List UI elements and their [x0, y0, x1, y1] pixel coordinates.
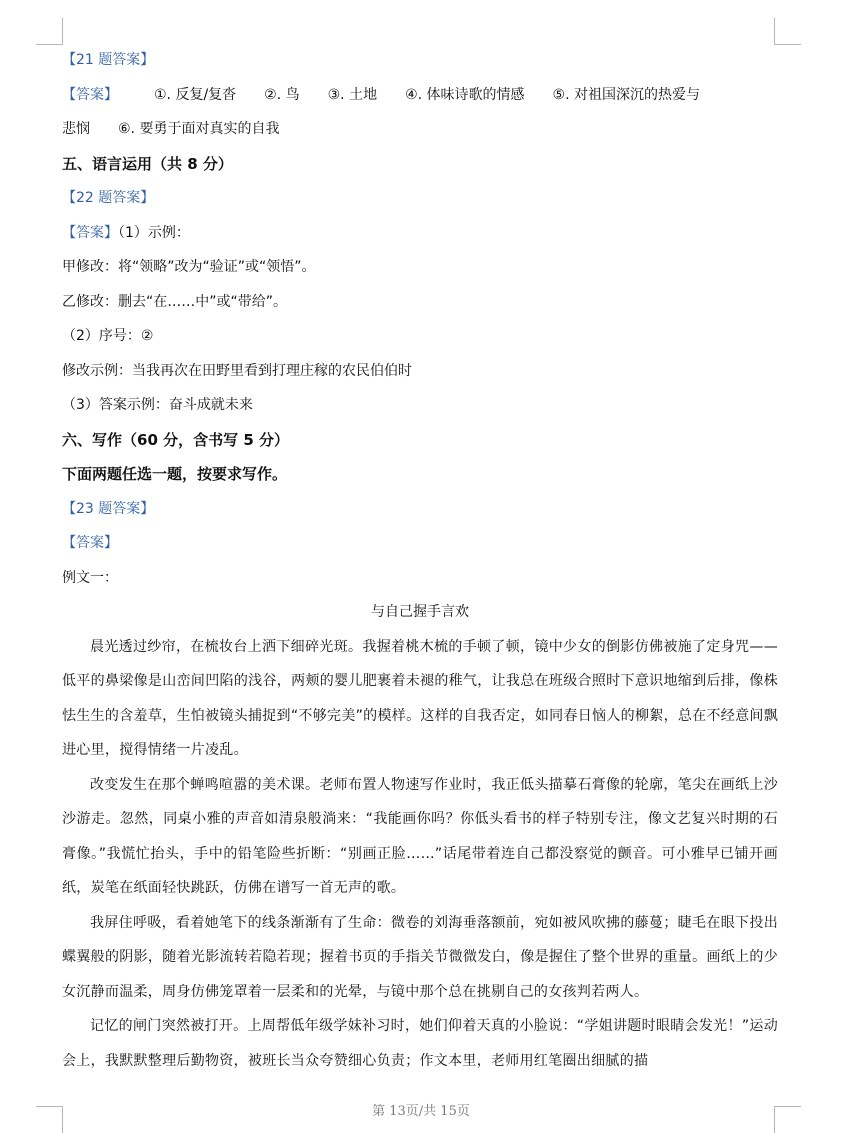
- q22-answer-label: 【答案】: [62, 224, 118, 241]
- example-label: 例文一：: [62, 569, 118, 586]
- q22-line-5: （3）答案示例：奋斗成就未来: [62, 397, 253, 413]
- q21-answer-row: [62, 78, 778, 113]
- q21-answer-row-2: [62, 112, 778, 147]
- section-6-title: 六、写作（60 分，含书写 5 分）: [62, 430, 289, 449]
- q22-line-2: 乙修改：删去“在……中”或“带给”。: [62, 293, 288, 310]
- q23-tag: 【23 题答案】: [62, 500, 155, 517]
- page-footer: 第 13页/共 15页: [372, 1104, 470, 1119]
- q22-answer-row: [62, 216, 778, 251]
- crop-mark-top-left: [36, 18, 63, 45]
- q21-item-6: ⑥. 要勇于面对真实的自我: [118, 121, 280, 137]
- essay-title: 与自己握手言欢: [371, 604, 469, 620]
- q21-item-4: ④. 体味诗歌的情感: [405, 86, 525, 103]
- q21-item-1: ①. 反复/复沓: [154, 86, 237, 103]
- crop-mark-top-right: [774, 18, 801, 45]
- q23-answer-label: 【答案】: [62, 535, 118, 551]
- section-6-instruction: 下面两题任选一题，按要求写作。: [62, 465, 288, 483]
- q21-answer-label: 【答案】: [62, 86, 118, 103]
- essay-paragraph-2: 改变发生在那个蝉鸣喧嚣的美术课。老师布置人物速写作业时，我正低头描摹石膏像的轮廓，笔尖在画纸上沙沙游走。忽然，同桌小雅的声音如清泉般淌来：“我能画你吗？你低头看书的样子特别专注，像文艺复兴时期的石膏像。”我慌忙抬头，手中的铅笔险些折断：“别画正脸……”话尾带着连自己都没察觉的颤音。可小雅早已铺开画纸，炭笔在纸面轻快跳跃，仿佛在谱写一首无声的歌。: [62, 776, 778, 896]
- q21-item-3: ③. 土地: [327, 86, 378, 103]
- q22-line-4: 修改示例：当我再次在田野里看到打理庄稼的农民伯伯时: [62, 362, 412, 379]
- section-5-title: 五、语言运用（共 8 分）: [62, 154, 233, 173]
- q21-item-5: ⑤. 对祖国深沉的热爱与: [552, 86, 700, 103]
- q22-line-1: 甲修改：将“领略”改为“验证”或“领悟”。: [62, 259, 316, 275]
- q22-tag: 【22 题答案】: [62, 190, 155, 206]
- q22-answer-rest: （1）示例：: [118, 224, 190, 241]
- essay-paragraph-1: 晨光透过纱帘，在梳妆台上洒下细碎光斑。我握着桃木梳的手顿了顿，镜中少女的倒影仿佛被施了定身咒——低平的鼻梁像是山峦间凹陷的浅谷，两颊的婴儿肥裹着未褪的稚气，让我总在班级合照时下意识地缩到后排，像株怯生生的含羞草，生怕被镜头捕捉到“不够完美”的模样。这样的自我否定，如同春日恼人的柳絮，总在不经意间飘进心里，搅得情绪一片凌乱。: [62, 638, 778, 758]
- q22-line-3: （2）序号：②: [62, 328, 154, 344]
- q21-tag: 【21 题答案】: [62, 52, 155, 68]
- q21-line2-start: 悲悯: [62, 121, 90, 137]
- essay-paragraph-3: 我屏住呼吸，看着她笔下的线条渐渐有了生命：微卷的刘海垂落额前，宛如被风吹拂的藤蔓；睫毛在眼下投出蝶翼般的阴影，随着光影流转若隐若现；握着书页的手指关节微微发白，像是握住了整个世界的重量。画纸上的少女沉静而温柔，周身仿佛笼罩着一层柔和的光晕，与镜中那个总在挑剔自己的女孩判若两人。: [62, 914, 778, 1000]
- page-content: [62, 43, 778, 1078]
- q21-item-2: ②. 鸟: [264, 86, 300, 103]
- essay-paragraph-4: 记忆的闸门突然被打开。上周帮低年级学妹补习时，她们仰着天真的小脸说：“学姐讲题时眼睛会发光！”运动会上，我默默整理后勤物资，被班长当众夸赞细心负责；作文本里，老师用红笔圈出细腻的描: [62, 1018, 778, 1069]
